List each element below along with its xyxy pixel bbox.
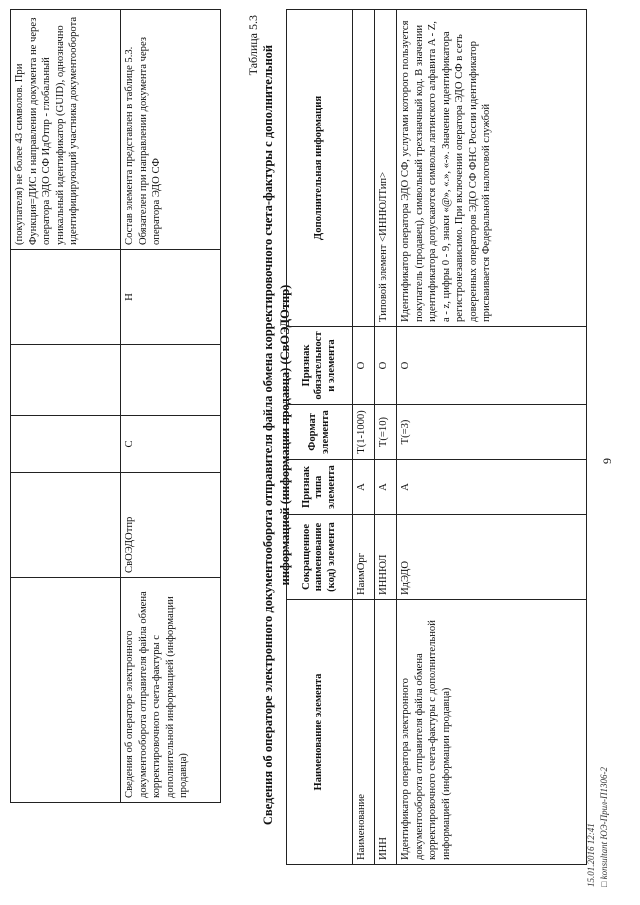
header-code: Сокращенное наименование (код) элемента [287, 515, 353, 600]
footer-stamp [585, 767, 610, 887]
cell-type: А [353, 460, 375, 515]
table-row [397, 10, 587, 865]
table-row [353, 10, 375, 865]
cell-name: Идентификатор оператора электронного документооборота отправителя файла обмена корректировочного счета-фактуры с дополнительной информацией (информации продавца) [397, 600, 587, 865]
footer-source: □ konsultant ЮЭ-Прил-П1306-2 [598, 766, 609, 887]
continuation-table [10, 9, 221, 803]
table-row [375, 10, 397, 865]
cell-name: Сведения об операторе электронного документооборота отправителя файла обмена корректировочного счета-фактуры с дополнительной информацией (информации продавца) [121, 578, 221, 803]
cell-mandatory: Н [121, 250, 221, 345]
cell-name: ИНН [375, 600, 397, 865]
cell-info [353, 10, 375, 327]
table-row [121, 10, 221, 803]
cell-code: НаимОрг [353, 515, 375, 600]
table-header-row [287, 10, 353, 865]
header-type: Признак типа элемента [287, 460, 353, 515]
footer-timestamp: 15.01.2016 12:41 [586, 823, 596, 887]
cell-code: ИдЭДО [397, 515, 587, 600]
page-number: 9 [600, 458, 614, 464]
table-title: Сведения об операторе электронного документооборота отправителя файла обмена корректировочного счета-фактуры с дополнительной информацией (информации продавца) (СвОЭДОтпр) [261, 44, 292, 826]
cell-mandatory: О [375, 327, 397, 405]
cell-format [11, 345, 121, 416]
cell-info: Идентификатор оператора ЭДО СФ, услугами которого пользуется покупатель (продавец), символьный трехзначный код. В значении идентификатора допускаются символы латинского алфавита A - Z, a - z, цифры 0 - 9, знаки «@», «.», «-». Значение идентификатора регистронезависимо. При включении оператора ЭДО СФ в сеть доверенных операторов ЭДО СФ ФНС России идентификатор присваивается Федеральной налоговой службой [397, 10, 587, 327]
cell-type [11, 416, 121, 473]
cell-name [11, 578, 121, 803]
cell-type: А [397, 460, 587, 515]
cell-info: Состав элемента представлен в таблице 5.3. Обязателен при направлении документа через оператора ЭДО СФ [121, 10, 221, 250]
cell-type: А [375, 460, 397, 515]
header-info: Дополнительная информация [287, 10, 353, 327]
cell-format [121, 345, 221, 416]
cell-info: Типовой элемент <ИННЮЛТип> [375, 10, 397, 327]
table-label: Таблица 5.3 [246, 15, 260, 76]
cell-mandatory [11, 250, 121, 345]
cell-format: T(=10) [375, 405, 397, 460]
table-5-3 [286, 9, 587, 865]
cell-code: СвОЭДОтпр [121, 473, 221, 578]
cell-mandatory: О [353, 327, 375, 405]
cell-mandatory: О [397, 327, 587, 405]
cell-format: T(1-1000) [353, 405, 375, 460]
cell-name: Наименование [353, 600, 375, 865]
cell-format: T(=3) [397, 405, 587, 460]
header-name: Наименование элемента [287, 600, 353, 865]
cell-type: С [121, 416, 221, 473]
cell-code [11, 473, 121, 578]
table-row [11, 10, 121, 803]
cell-code: ИННЮЛ [375, 515, 397, 600]
cell-info: (покупателя) не более 43 символов. При Функция=ДИС и направлении документа не через оператора ЭДО СФ ИдОтпр - глобальный уникальный идентификатор (GUID), однозначно идентифицирующий участника документооборота [11, 10, 121, 250]
header-mandatory: Признак обязательности элемента [287, 327, 353, 405]
header-format: Формат элемента [287, 405, 353, 460]
